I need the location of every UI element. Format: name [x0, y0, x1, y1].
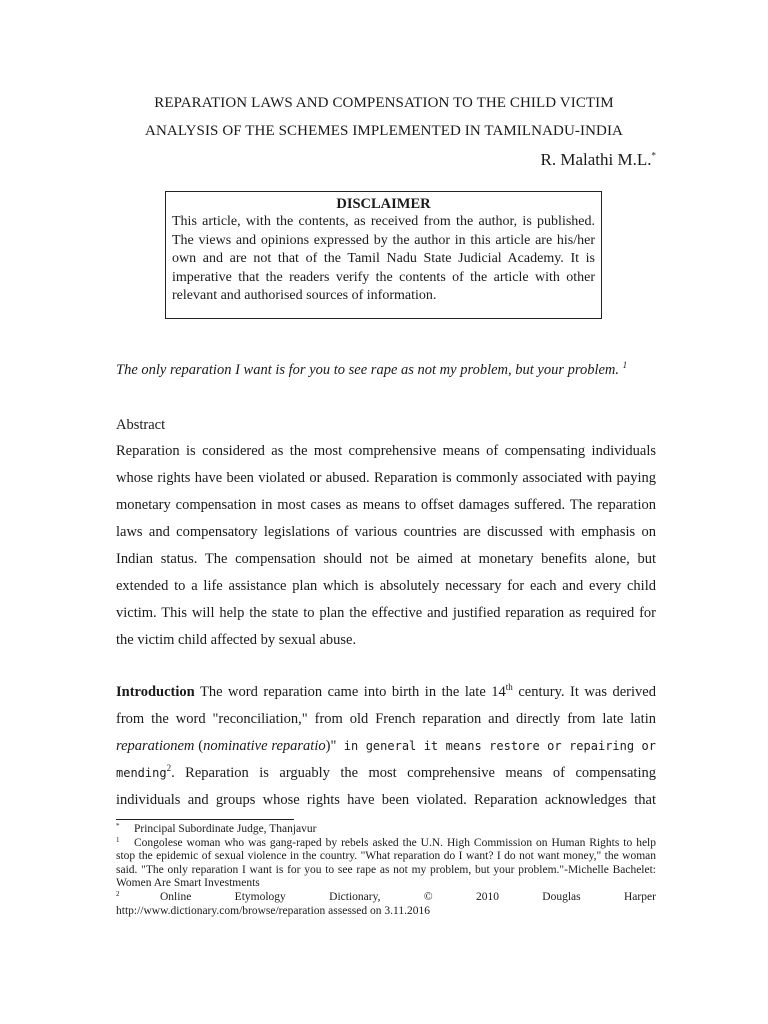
- footnote-2-word: Etymology: [234, 890, 286, 903]
- footnote-2-line-1: [116, 891, 656, 905]
- intro-italic-reparationem: reparationem: [116, 738, 195, 754]
- abstract-paragraph: Reparation is considered as the most comprehensive means of compensating individuals whose rights have been violated or abused. Reparation is commonly associated with paying monetary compensation in most cases as means to offset damages suffered. The reparation laws and compensatory legislations of various countries are discussed with emphasis on Indian status. The compensation should not be aimed at monetary benefits alone, but extended to a life assistance plan which is absolutely necessary for each and every child victim. This will help the state to plan the effective and justified reparation as required for the victim child affected by sexual abuse.: [116, 443, 656, 648]
- footnote-2-word: Dictionary,: [329, 890, 381, 903]
- footnote-2-word: Online: [160, 890, 192, 903]
- intro-italic-nominative: nominative reparatio: [203, 738, 326, 754]
- author-name: [541, 150, 656, 170]
- author-footnote-mark: *: [651, 150, 656, 161]
- disclaimer-title: DISCLAIMER: [336, 196, 431, 212]
- footnote-1-text: Congolese woman who was gang-raped by rebels asked the U.N. High Commission on Human Rights to help stop the epidemic of sexual violence in the country. "What reparation do I want? I do not want money," the woman said. "The only reparation I want is for you to see rape as not my problem, but your problem."-Michelle Bachelet: Women Are Smart Investments: [116, 836, 656, 890]
- footnote-star: [116, 823, 656, 837]
- footnote-separator: [116, 819, 294, 820]
- disclaimer-box: [165, 191, 602, 319]
- intro-sup-th: th: [505, 682, 513, 693]
- footnote-1-mark: 1: [116, 835, 120, 844]
- footnote-star-mark: *: [116, 822, 120, 830]
- intro-text-5: . Reparation is arguably the most comprehensive means of compensating individuals and groups whose rights have been violated. Reparation acknowledges that: [116, 765, 656, 808]
- footnote-2-mark: 2: [116, 889, 120, 898]
- title-line-2: ANALYSIS OF THE SCHEMES IMPLEMENTED IN TAMILNADU-INDIA: [145, 123, 623, 139]
- intro-text-4: )": [325, 738, 337, 754]
- footnote-2-word: Harper: [624, 890, 656, 903]
- introduction-heading: Introduction: [116, 684, 195, 700]
- footnote-2-word: Douglas: [542, 890, 581, 903]
- disclaimer-text: This article, with the contents, as received from the author, is published. The views and opinions expressed by the author in this article are his/her own and are not that of the Tamil Nadu State Judicial Academy. It is imperative that the readers verify the contents of the article with other relevant and authorised sources of information.: [172, 214, 595, 304]
- intro-mono-text: in general it means restore or repairing or mending: [116, 739, 656, 780]
- intro-text-3: (: [194, 738, 204, 754]
- title-line-1: REPARATION LAWS AND COMPENSATION TO THE CHILD VICTIM: [154, 95, 614, 111]
- intro-footnote-mark-2: 2: [166, 763, 172, 774]
- footnote-star-text: Principal Subordinate Judge, Thanjavur: [134, 823, 317, 835]
- author-text: R. Malathi M.L.: [540, 150, 652, 169]
- footnote-2-url[interactable]: http://www.dictionary.com/browse/reparation assessed on 3.11.2016: [116, 904, 430, 917]
- footnote-2-word: 2010: [475, 890, 499, 903]
- quote-footnote-mark: 1: [622, 360, 628, 371]
- footnote-2-word: ©: [423, 890, 433, 903]
- footnote-1: [116, 837, 656, 891]
- intro-text-2: century. It was derived from the word "reconciliation," from old French reparation and directly from late latin: [116, 684, 656, 727]
- abstract-heading: Abstract: [116, 417, 166, 433]
- introduction-paragraph: [116, 679, 656, 814]
- intro-text-1: The word reparation came into birth in the late 14: [194, 684, 506, 700]
- quote-text: The only reparation I want is for you to see rape as not my problem, but your problem.: [116, 362, 620, 378]
- footnote-2: [116, 891, 656, 918]
- epigraph-quote: [116, 362, 676, 379]
- footnotes-section: [116, 823, 656, 918]
